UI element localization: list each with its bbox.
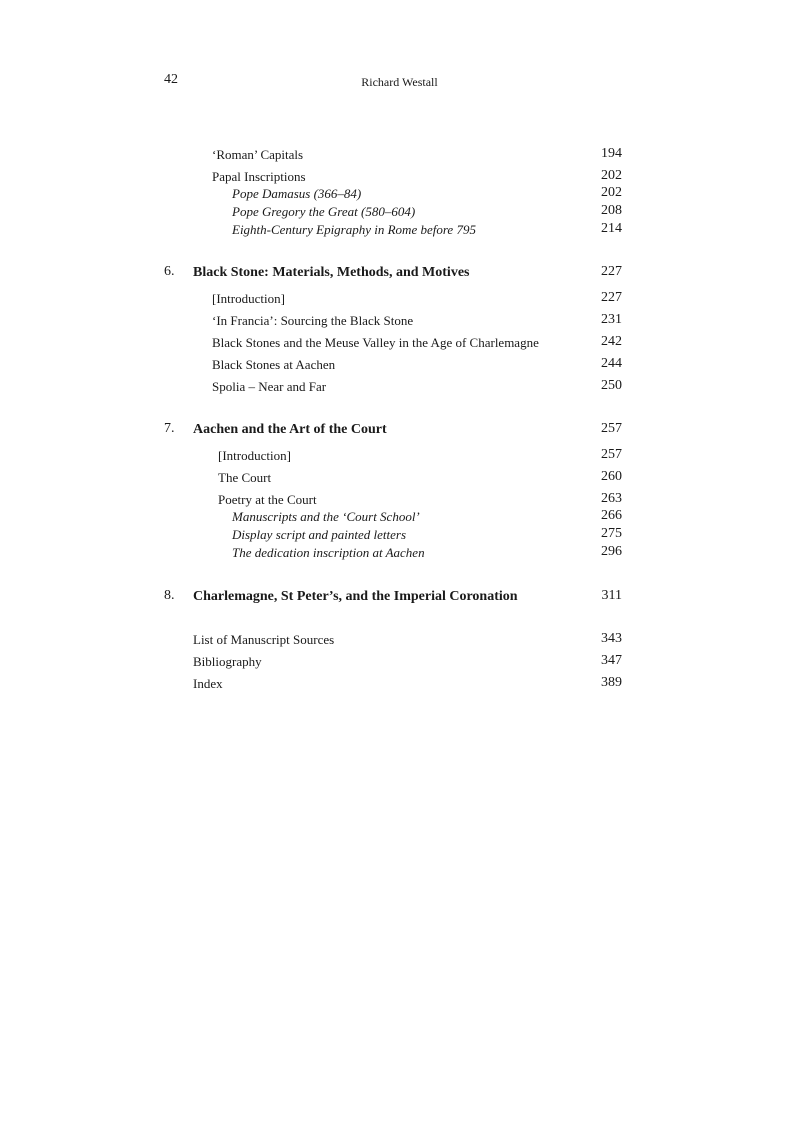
toc-page-number: 266 (601, 508, 622, 523)
toc-page-number: 257 (601, 421, 622, 436)
toc-entry: Index (193, 676, 223, 691)
toc-page-number: 208 (601, 203, 622, 218)
toc-page-number: 214 (601, 221, 622, 236)
toc-page-number: 343 (601, 631, 622, 646)
chapter-title: Charlemagne, St Peter’s, and the Imperial Coronation (193, 589, 518, 604)
page-number: 42 (164, 72, 178, 87)
toc-entry: Black Stones at Aachen (212, 357, 336, 372)
toc-page-number: 260 (601, 469, 622, 484)
toc-entry: List of Manuscript Sources (193, 632, 335, 647)
toc-page-number: 347 (601, 653, 622, 668)
toc-page-number: 202 (601, 168, 622, 183)
chapter-number: 6. (164, 264, 175, 279)
toc-entry: ‘Roman’ Capitals (212, 147, 304, 162)
toc-page-number: 244 (601, 356, 622, 371)
toc-entry: Bibliography (193, 654, 262, 669)
toc-subentry: The dedication inscription at Aachen (232, 545, 425, 560)
toc-page-number: 242 (601, 334, 622, 349)
toc-subentry: Pope Damasus (366–84) (232, 186, 362, 201)
toc-page-number: 227 (601, 264, 622, 279)
toc-entry: [Introduction] (212, 291, 285, 306)
toc-page-number: 257 (601, 447, 622, 462)
toc-page-number: 311 (601, 588, 622, 603)
toc-page-number: 296 (601, 544, 622, 559)
toc-page-number: 250 (601, 378, 622, 393)
toc-entry: Black Stones and the Meuse Valley in the Age of Charlemagne (212, 335, 539, 350)
toc-page-number: 202 (601, 185, 622, 200)
running-head-author: Richard Westall (361, 75, 438, 89)
toc-page-number: 263 (601, 491, 622, 506)
toc-entry: ‘In Francia’: Sourcing the Black Stone (212, 313, 414, 328)
toc-subentry: Manuscripts and the ‘Court School’ (232, 509, 420, 524)
chapter-title: Aachen and the Art of the Court (193, 422, 387, 437)
toc-subentry: Display script and painted letters (232, 527, 407, 542)
toc-page-number: 227 (601, 290, 622, 305)
chapter-number: 8. (164, 588, 175, 603)
toc-page-number: 275 (601, 526, 622, 541)
toc-entry: [Introduction] (218, 448, 291, 463)
chapter-number: 7. (164, 421, 175, 436)
toc-subentry: Pope Gregory the Great (580–604) (232, 204, 416, 219)
toc-entry: Papal Inscriptions (212, 169, 306, 184)
toc-subentry: Eighth-Century Epigraphy in Rome before 795 (232, 222, 476, 237)
toc-entry: Poetry at the Court (218, 492, 317, 507)
toc-entry: Spolia – Near and Far (212, 379, 327, 394)
toc-page-number: 231 (601, 312, 622, 327)
chapter-title: Black Stone: Materials, Methods, and Motives (193, 265, 470, 280)
toc-entry: The Court (218, 470, 272, 485)
toc-page-number: 194 (601, 146, 622, 161)
toc-page-number: 389 (601, 675, 622, 690)
